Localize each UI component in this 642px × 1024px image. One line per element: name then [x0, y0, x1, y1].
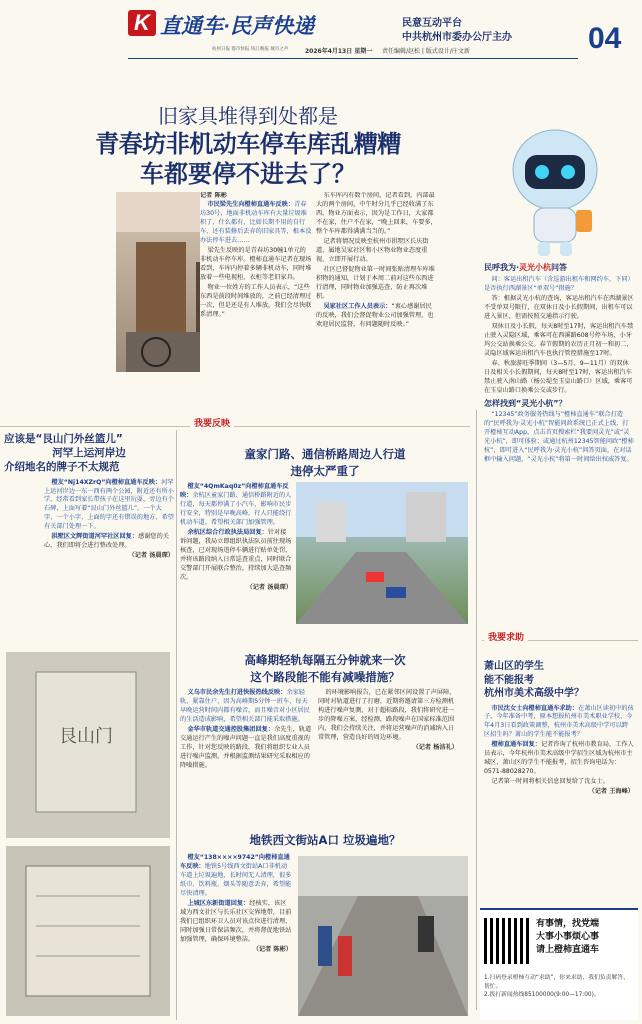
- xs-resp-lead: 橙柿直通车回复：: [491, 741, 541, 749]
- footer-box: [480, 908, 638, 1020]
- photo-metro: [6, 846, 170, 1016]
- subway-lead: 橙友“138××××9742”向橙柿直通车反映：: [180, 853, 290, 870]
- lsx-title-3: 介绍地名的牌子不太规范: [4, 461, 120, 474]
- masthead: [0, 0, 642, 70]
- report-label: 我要反映: [190, 418, 234, 431]
- lead-p1: 青春坊30号，地面非机动车库有大量垃圾堆积了，什么都有，比如长期不用的自行车，还有装修后丢弃的旧家具等，根本没办法停车进去……: [200, 200, 312, 244]
- lsx-title-1: 应该是“艮山门外丝篮儿”: [4, 433, 123, 445]
- metro-p2: 的环境影响报告，已在紧邻区间设置了声屏障，同时对轨道进行了打磨，近期将邀请第三方检测机构进行噪声复测，对于超标路段，我们将研究进一步的降噪方案，经检测，路段噪声在国家标准范围内，我们会持续关注，并将运营噪声的消减纳入日常管理，营造良好的周边环境。: [318, 689, 456, 742]
- xs-article: [484, 660, 634, 910]
- metro-title-1: 高峰期轻轨每隔五分钟就来一次: [244, 653, 406, 667]
- xs-title-2: 能不能报考: [484, 674, 534, 686]
- tong-title-2: 违停太严重了: [290, 463, 360, 478]
- xs-p2: 记者第一时间将相关信息回复给了沈女士。: [491, 778, 609, 786]
- lsx-resp: 感谢您的关心，我们即将会进行整改处理。: [44, 533, 169, 550]
- lead-p3: 物业一位姓方的工作人员表示，“这些东西是前段时间堆放的，之前已经清理过一次，但是还是有人堆放，我们会尽快联系清理。”: [200, 283, 312, 318]
- tong-p1: 余杭区童家门路、通信桥路附近的人行道，每天都停满了小汽车，影响市民步行安全，特别是早晚高峰，行人只能绕行机动车道。希望相关部门加强管理。: [180, 492, 292, 527]
- tong-resp: 针对接诉问题，我局立即组织执法队员前往现场核查，已对现场违停车辆进行贴单处罚，并将该路段纳入日常巡查重点，同时联合交警部门开展联合整治，持续加大巡查频次。: [180, 529, 292, 582]
- lead-headline-1: 青春坊非机动车停车库乱糟糟: [95, 130, 401, 158]
- lsx-title-2: 河罕上运河岸边: [52, 447, 126, 460]
- qa-title-blue: 灵光小杭: [519, 263, 552, 272]
- lead-p6: 社区已督促物业第一时间张贴清理车库堆积物的通知，计划于本周二前对这些东西进行清理，同时物业加强巡查，防止再次堆积。: [316, 265, 435, 300]
- xs-resp: 记者咨询了杭州市教育局，工作人员表示，今年杭州市美术高级中学招生区域为杭州市主城区，萧山区的学生不能报考，招生咨询电话为：0571-88028270。: [484, 741, 634, 776]
- xs-p1: 在萧山区读初中的孩子，今年准备中考，原本想报杭州市美术职业学校，今年4月3日看到政策调整，杭州市美术高级中学可以跨区招生吗？萧山的学生能不能报考？: [484, 704, 634, 739]
- tong-resp-lead: 余杭区综合行政执法局回复：: [187, 529, 268, 537]
- qa-answer-3: 春、秋旅游旺季期间（3—5月、9—11月）的双休日及相关小长假期间，每天8时至17时，客运出租汽车禁止驶入南山路（杨公堤至玉皇山路口）区域，乘客可在玉皇山路口换乘公交或步行。: [484, 359, 633, 394]
- metro-title-2: 这个路段能不能有减噪措施？: [250, 669, 400, 684]
- lead-resp: “衷心感谢居民的反映，我们会督促物业公司加强管理，也欢迎居民监督，有问题随时反映。”: [316, 302, 434, 328]
- lead-author: 记者 陈彬: [200, 192, 227, 199]
- qa-how-title: 怎样找到“灵光小杭”？: [484, 398, 567, 408]
- xs-lead: 市民沈女士向橙柿直通车求助：: [491, 704, 579, 712]
- slogan-2: 中共杭州市委办公厅主办: [402, 32, 512, 43]
- qa-how: “12345”政务服务热线与“橙柿直通车”联合打造的“民呼我为·灵光小杭”智能问政系统已正式上线，打开橙柿互动App，点击首页搜索栏“我要问灵光”或“灵光小杭”，即可体验；或通过杭州12345智能问政“橙柿杭”，即可进入“民呼我为·灵光小杭”问答页面，在对话框中输入问题，“灵光小杭”将第一时间给出权威答复。: [484, 411, 634, 464]
- photo-subway-exit: [298, 856, 468, 1016]
- slogan-1: 民意互动平台: [402, 18, 462, 29]
- lsx-resp-lead: 拱墅区文辉街道河罕社区回复：: [51, 533, 139, 541]
- footer-note-1: 1.扫码登录橙柿互动“求助”，你来求助，我们负责解答、帮忙。: [484, 975, 629, 990]
- tong-lead: 橙友“4QmKaq0z”向橙柿直通车反映：: [180, 483, 289, 500]
- subway-title: 地铁西文街站A口 垃圾遍地？: [249, 833, 401, 847]
- lead-p2: 梁先生反映的是青春坊30幢1单元的非机动车停车库。橙柿直通车记者在现场看到，车库内停着多辆非机动车，同时堆放着一些电视柜、衣柜等老旧家具。: [200, 246, 312, 281]
- robot-mascot-icon: [500, 110, 610, 260]
- lead-p1-lead: 市民梁先生向橙柿直通车反映：: [207, 200, 295, 208]
- footer-t2: 大事小事烦心事: [536, 932, 600, 943]
- qr-code-icon[interactable]: [484, 918, 530, 964]
- subway-resp: 经核实，该区域为西文社区与长乐社区交界地带，目前我们已组织环卫人员对该点位进行清理，同时加强日常保洁频次，并将督促地铁站加强管理，确保环境整洁。: [180, 899, 292, 943]
- qa-question: 问：客运出租汽车（含巡游出租车和网约车，下同）是否执行西湖景区“单双号”措施？: [484, 276, 634, 292]
- subway-p1: 地铁5号线西文街站A口非机动车道上垃圾遍地，长时间无人清理，很多纸巾、饮料瓶、烟头等随意丢弃，希望能尽快清理。: [180, 862, 292, 897]
- lead-kicker: 旧家具堆得到处都是: [158, 104, 338, 128]
- svg-text:艮山门: 艮山门: [59, 726, 113, 747]
- brand-title: 直通车·民声快递: [160, 15, 314, 38]
- lsx-lead: 橙友“Nj14XZrQ”向橙柿直通车反映：: [51, 478, 162, 486]
- tong-title-1: 童家门路、通信桥路周边人行道: [244, 447, 406, 461]
- metro-article: [180, 652, 470, 822]
- metro-resp: 余先生，轨道交通运行产生的噪声问题一直是我们高度重视的工作，针对您反映的路段，我们将组织专业人员进行噪声监测，并根据监测结果研究采取相应的降噪措施。: [180, 726, 312, 770]
- page-number: 04: [588, 22, 622, 55]
- metro-p1: 余家轻轨，紧靠住户，因为高峰期5分钟一班车，每天早晚运营时间内都有噪音，而且噪音对小区居民的生活造成影响，希望相关部门能采取措施。: [180, 689, 310, 724]
- tong-author: （记者 汤晨琛）: [246, 584, 292, 592]
- qa-title-suffix: 问答: [551, 263, 568, 272]
- lsx-author: （记者 汤晨琛）: [128, 552, 174, 560]
- metro-author: （记者 杨洁礼）: [412, 744, 458, 752]
- footer-t3: 请上橙柿直通车: [536, 945, 600, 956]
- footer-t1: 有事情，找党端: [536, 919, 600, 929]
- lead-col-1: [200, 192, 312, 382]
- sub-brand: 杭州日报 都市快报 钱江晚报 城市之声: [212, 47, 289, 52]
- lead-p5: 记者将情况反映至杭州市拱墅区长庆街道，属地吴家社区和小区物业物业态度重视，立即开展行动。: [316, 237, 429, 263]
- lead-p4: 东车库内有数个房间，记者看到，内部最大的两个房间，中午时分几乎已经收满了东西。物业方面表示，因为是工作日，大家都不在家，住户不在家，“晚上回来，车要多，整个车库都得满满当当的。”: [316, 192, 437, 235]
- footer-note-2: 2.拨打新闻热线85100000(9:00—17:00)。: [484, 992, 600, 999]
- xs-title-3: 杭州市美术高级中学？: [484, 688, 584, 699]
- date-line: 2026年4月13日 星期一: [305, 48, 373, 55]
- photo-stone-tablet: [6, 652, 170, 838]
- subway-author: （记者 陈彬）: [252, 945, 292, 953]
- lsx-p1: 河罕上运河岸边一东一西有两个公园，附近还有所小学，经常看到家长带孩子在这里玩耍，旁边有个石碑，上面写着“艮山门外丝篮儿”，一个大字，一个小字，上面的字还有错误的地方，希望有关部门处理一下。: [44, 478, 174, 531]
- lsx-article: [4, 432, 174, 662]
- help-label: 我要求助: [484, 632, 528, 645]
- lead-resp-lead: 吴家社区工作人员表示：: [323, 302, 392, 310]
- xs-title-1: 萧山区的学生: [484, 661, 544, 672]
- xs-author: （记者 王海峰）: [588, 788, 634, 796]
- qa-column: [484, 262, 634, 632]
- lead-col-2: [316, 192, 438, 382]
- photo-sidewalk: [296, 482, 468, 624]
- qa-answer-1: 答：根据灵光小杭的查询，客运出租汽车在西湖景区不受单双号限行，在双休日及小长假期间，出租车可以进入景区，但需按照交通指示行驶。: [484, 294, 634, 320]
- qa-title-prefix: 民呼我为·: [484, 263, 520, 272]
- qa-answer-2: 双休日及小长假，每天8时至17时，客运出租汽车禁止驶入灵隐区域，乘客可在西溪路608号停车场、小牙坞公交站换乘公交。春节假期的农历正月初一和初二，灵隐区域客运出租汽车也执行管控措施至17时。: [484, 322, 634, 357]
- subway-resp-lead: 上城区东新街道回复：: [187, 899, 250, 907]
- brand-logo: K: [128, 10, 156, 36]
- lead-headline-2: 车都要停不进去了？: [140, 160, 356, 188]
- metro-lead: 义乌市民余先生打进快报热线反映：: [187, 689, 287, 697]
- metro-resp-lead: 金华市轨道交通控股集团回复：: [187, 726, 275, 734]
- editor-line: 责任编辑/赵松 | 版式设计/庄文新: [382, 48, 470, 55]
